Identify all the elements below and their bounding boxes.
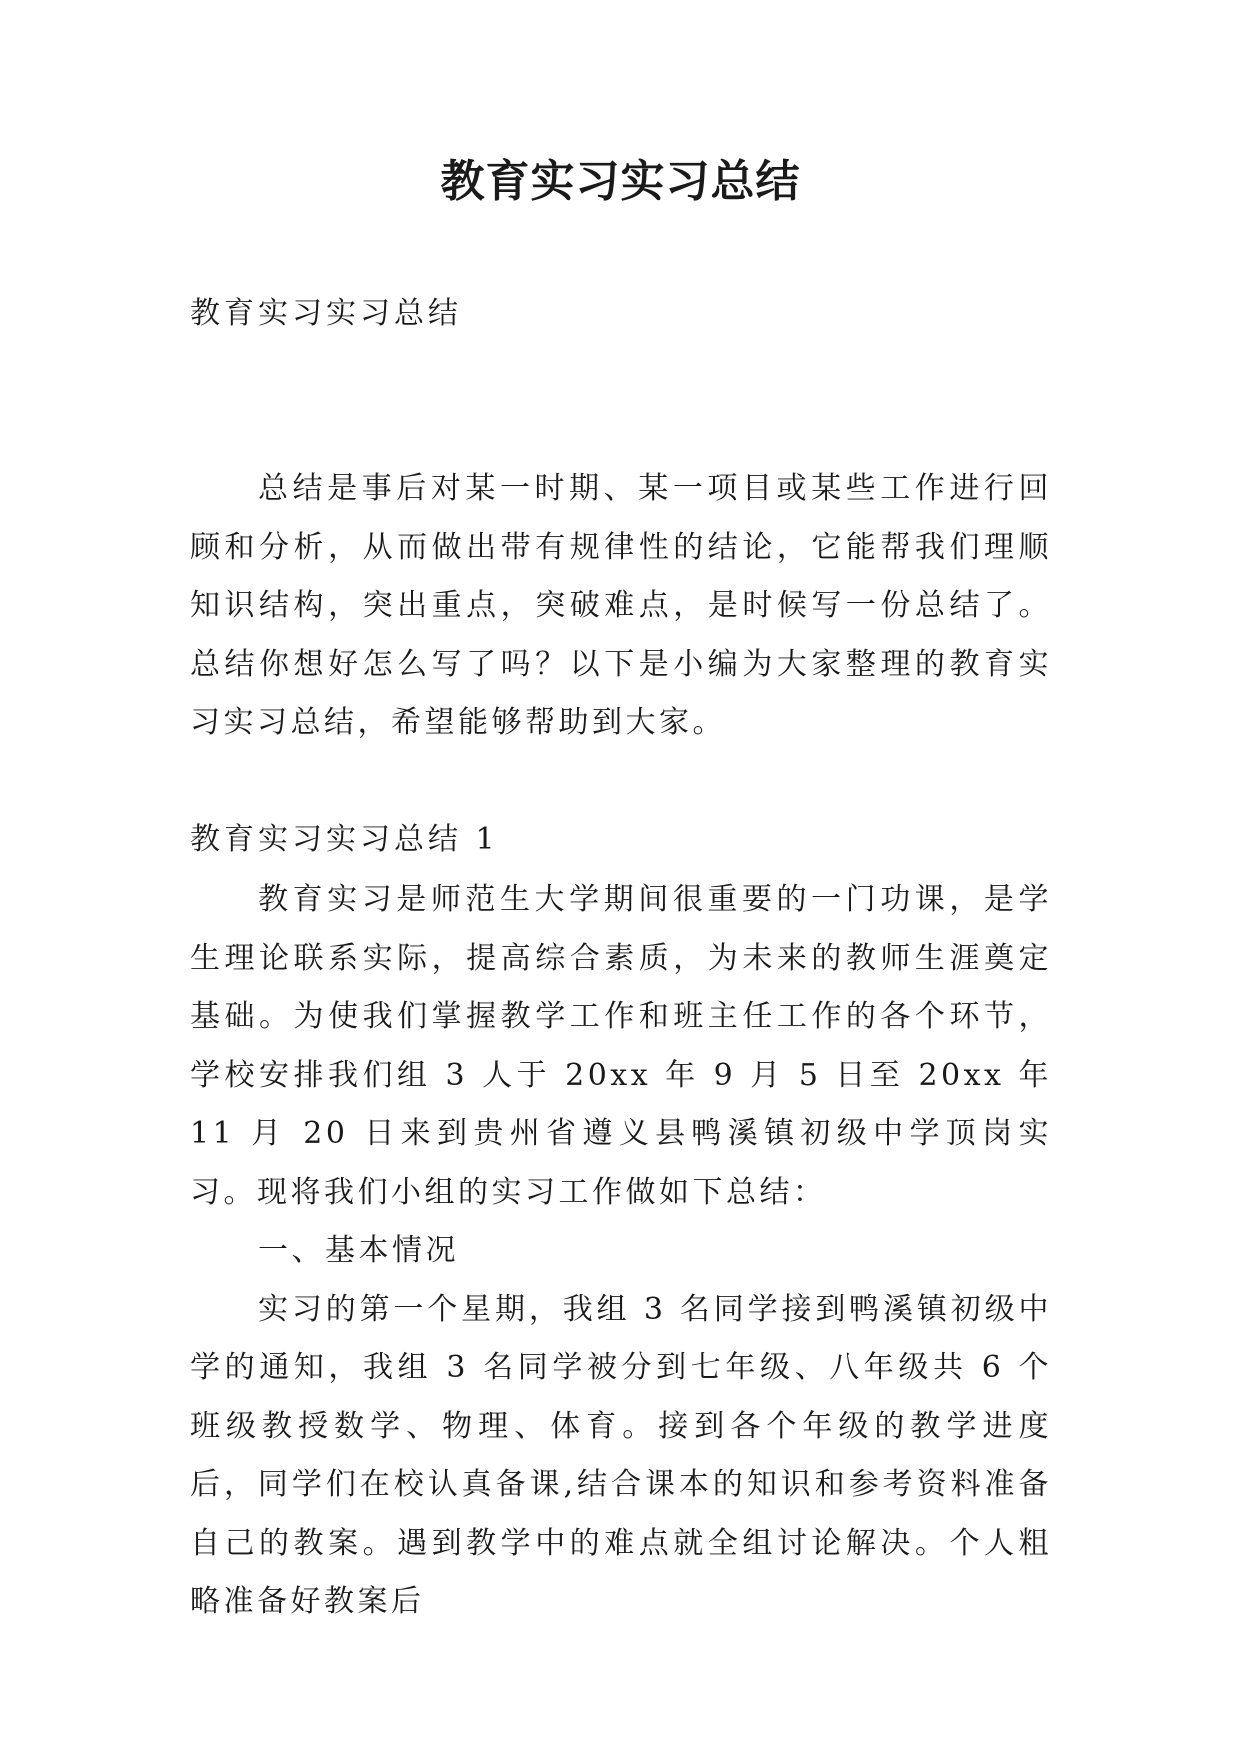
section-title: 教育实习实习总结 1 [190, 822, 499, 857]
document-subtitle: 教育实习实习总结 [190, 296, 462, 331]
intro-paragraph: 总结是事后对某一时期、某一项目或某些工作进行回顾和分析，从而做出带有规律性的结论，它能帮我们理顺知识结构，突出重点，突破难点，是时候写一份总结了。总结你想好怎么写了吗？以下是小编为大家整理的教育实习实习总结，希望能够帮助到大家。 [190, 471, 1052, 740]
body-paragraph: 实习的第一个星期，我组 3 名同学接到鸭溪镇初级中学的通知，我组 3 名同学被分到七年级、八年级共 6 个班级教授数学、物理、体育。接到各个年级的教学进度后，同学们在校认真备课,结合课本的知识和参考资料准备自己的教案。遇到教学中的难点就全组讨论解决。个人粗略准备好教案后 [190, 1291, 1052, 1619]
subheading-basic-situation: 一、基本情况 [258, 1233, 459, 1268]
document-title: 教育实习实习总结 [440, 156, 801, 207]
body-paragraph: 教育实习是师范生大学期间很重要的一门功课，是学生理论联系实际，提高综合素质，为未来的教师生涯奠定基础。为使我们掌握教学工作和班主任工作的各个环节，学校安排我们组 3 人于 20xx 年 9 月 5 日至 20xx 年 11 月 20 日来到贵州省遵义县鸭溪镇初级中学顶岗实习。现将我们小组的实习工作做如下总结： [190, 882, 1052, 1210]
section-content [190, 871, 1052, 1632]
